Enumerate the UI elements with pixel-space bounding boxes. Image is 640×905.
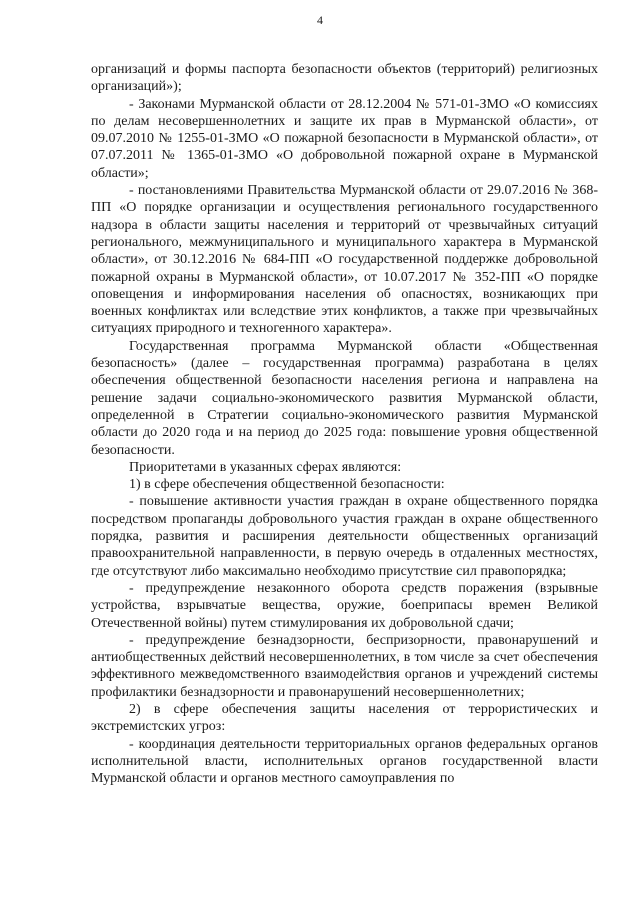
paragraph: 1) в сфере обеспечения общественной безопасности: — [129, 477, 445, 493]
document-body — [91, 61, 598, 787]
paragraph: - предупреждение безнадзорности, беспризорности, правонарушений и антиобщественных действий несовершеннолетних, в том числе за счет обеспечения эффективного межведомственного взаимодействия органов и учреждений системы профилактики безнадзорности и правонарушений несовершеннолетних; — [91, 632, 598, 700]
paragraph: - повышение активности участия граждан в охране общественного порядка посредством пропаганды добровольного участия граждан в охране общественного порядка, развития и расширения деятельности общественных организаций правоохранительной направленности, в первую очередь в отдаленных местностях, где отсутствуют либо максимально необходимо присутствие сил правопорядка; — [91, 494, 598, 579]
paragraph: 2) в сфере обеспечения защиты населения от террористических и экстремистских угроз: — [91, 701, 598, 735]
paragraph: - Законами Мурманской области от 28.12.2004 № 571-01-ЗМО «О комиссиях по делам несовершеннолетних и защите их прав в Мурманской области», от 09.07.2010 № 1255-01-ЗМО «О пожарной безопасности в Мурманской области», от 07.07.2011 № 1365-01-ЗМО «О добровольной пожарной охране в Мурманской области»; — [91, 96, 598, 181]
page-number: 4 — [317, 13, 323, 27]
paragraph: - постановлениями Правительства Мурманской области от 29.07.2016 № 368-ПП «О порядке организации и осуществления регионального государственного надзора в области защиты населения и территорий от чрезвычайных ситуаций регионального, межмуниципального и муниципального характера в Мурманской области», от 30.12.2016 № 684-ПП «О государственной поддержке добровольной пожарной охраны в Мурманской области», от 10.07.2017 № 352-ПП «О порядке оповещения и информирования населения об опасностях, возникающих при военных конфликтах или вследствие этих конфликтов, а также при чрезвычайных ситуациях природного и техногенного характера». — [91, 183, 598, 337]
paragraph: Приоритетами в указанных сферах являются: — [129, 459, 402, 475]
paragraph: - координация деятельности территориальных органов федеральных органов исполнительной власти, исполнительных органов государственной власти Мурманской области и органов местного самоуправления по — [91, 736, 598, 787]
paragraph: организаций и формы паспорта безопасности объектов (территорий) религиозных организаций»); — [91, 62, 598, 95]
paragraph: Государственная программа Мурманской области «Общественная безопасность» (далее – государственная программа) разработана в целях обеспечения общественной безопасности населения региона и направлена на решение задачи социально-экономического развития Мурманской области, определенной в Стратегии социально-экономического развития Мурманской области до 2020 года и на период до 2025 года: повышение уровня общественной безопасности. — [91, 338, 598, 458]
paragraph: - предупреждение незаконного оборота средств поражения (взрывные устройства, взрывчатые вещества, оружие, боеприпасы времен Великой Отечественной войны) путем стимулирования их добровольной сдачи; — [91, 580, 598, 631]
